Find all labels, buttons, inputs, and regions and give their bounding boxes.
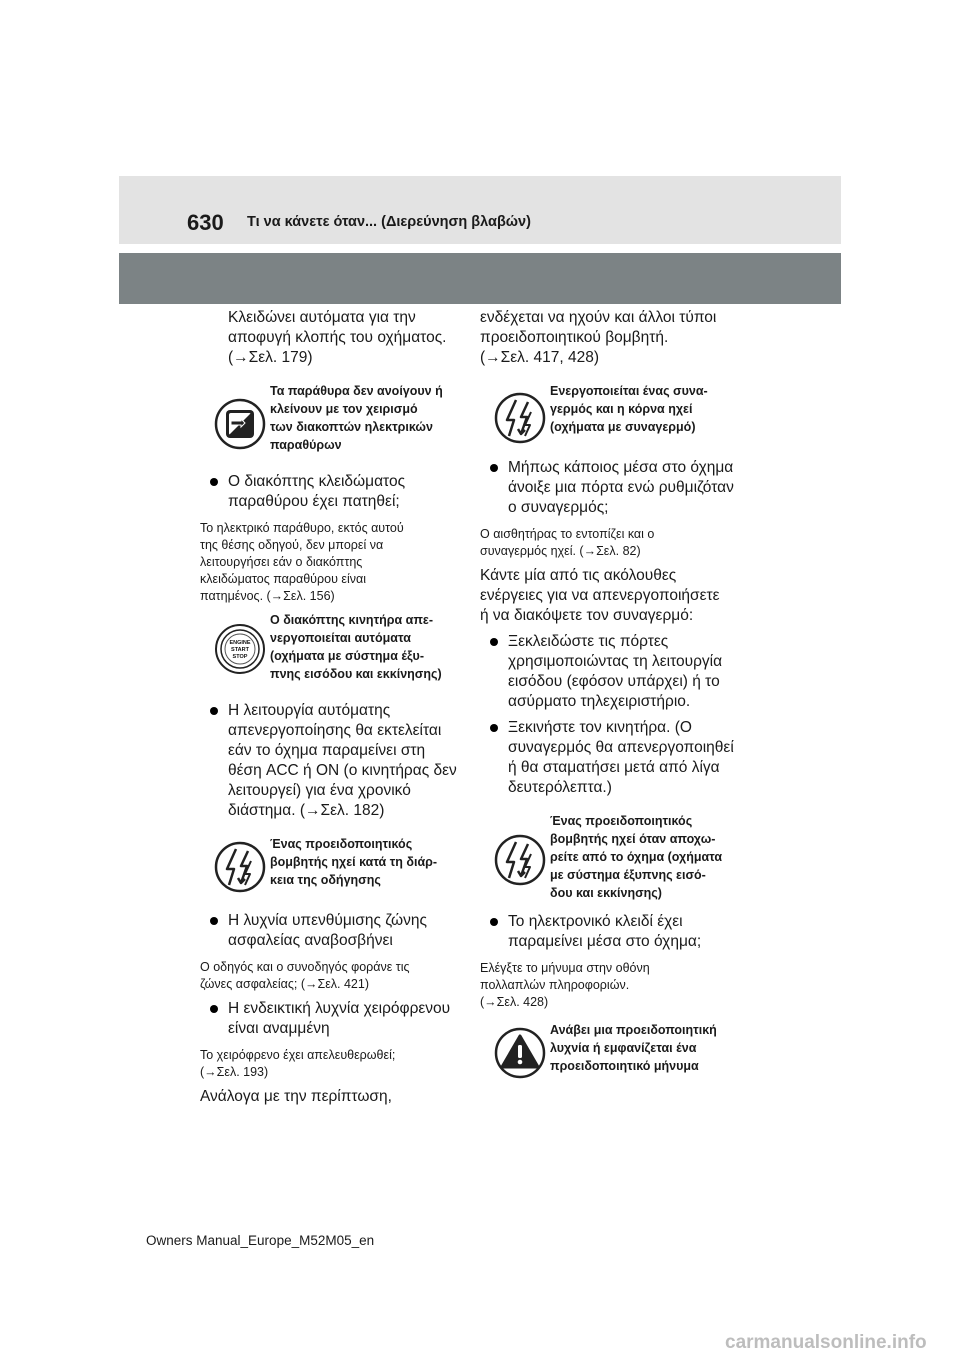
footer: Owners Manual_Europe_M52M05_en bbox=[146, 1233, 375, 1248]
paragraph bbox=[200, 308, 462, 368]
text-line: Η λειτουργία αυτόματης bbox=[228, 702, 391, 719]
bullet-text bbox=[508, 632, 742, 712]
warning-triangle-icon bbox=[494, 1027, 546, 1084]
text-line: Κάντε μία από τις ακόλουθες bbox=[480, 567, 677, 584]
text-line: συναγερμός θα απενεργοποιηθεί bbox=[508, 739, 734, 756]
left-column bbox=[200, 308, 462, 1107]
warning-heading-text bbox=[550, 382, 750, 436]
text-line: Ενεργοποιείται ένας συνα- bbox=[550, 384, 708, 398]
text-line: κεια της οδήγησης bbox=[270, 873, 381, 887]
page-number: 630 bbox=[187, 210, 224, 235]
text-line: Ο διακόπτης κινητήρα απε- bbox=[270, 613, 434, 627]
bullet-item bbox=[200, 701, 462, 821]
engine-label-text: STOP bbox=[232, 654, 248, 660]
text-line: δευτερόλεπτα.) bbox=[508, 779, 612, 796]
text-line: Το ηλεκτρονικό κλειδί έχει bbox=[508, 913, 683, 930]
warning-heading-text bbox=[270, 382, 470, 454]
text-line: συναγερμός ηχεί. (→Σελ. 82) bbox=[480, 544, 641, 558]
text-line: αποφυγή κλοπής του οχήματος. bbox=[228, 329, 447, 346]
text-line: κλειδώματος παραθύρου είναι bbox=[200, 572, 366, 586]
text-line: ζώνες ασφαλείας; (→Σελ. 421) bbox=[200, 977, 370, 991]
text-line: Ο διακόπτης κλειδώματος bbox=[228, 473, 406, 490]
engine-label-text: ENGINE bbox=[229, 640, 251, 646]
text-line: κλείνουν με τον χειρισμό bbox=[270, 402, 418, 416]
bullet-item bbox=[480, 718, 742, 798]
text-line: (οχήματα με συναγερμό) bbox=[550, 420, 696, 434]
text-line: νεργοποιείται αυτόματα bbox=[270, 631, 411, 645]
text-line: ασφαλείας αναβοσβήνει bbox=[228, 932, 393, 949]
warning-heading bbox=[200, 382, 462, 466]
window-switch-icon bbox=[214, 398, 266, 455]
warning-heading bbox=[480, 1021, 742, 1091]
text-line: προειδοποιητικό μήνυμα bbox=[550, 1059, 699, 1073]
text-line: λειτουργεί) για ένα χρονικό bbox=[228, 782, 411, 799]
text-line: (→Σελ. 179) bbox=[228, 349, 313, 366]
warning-heading-text bbox=[550, 812, 750, 902]
section-band bbox=[119, 253, 841, 304]
text-line: Ξεκλειδώστε τις πόρτες bbox=[508, 633, 669, 650]
text-line: Κλειδώνει αυτόματα για την bbox=[228, 309, 416, 326]
text-line: βομβητής ηχεί κατά τη διάρ- bbox=[270, 855, 438, 869]
buzzer-icon bbox=[494, 392, 546, 449]
text-line: πολλαπλών πληροφοριών. bbox=[480, 978, 630, 992]
bullet-text bbox=[508, 912, 742, 952]
text-line: άνοιξε μια πόρτα ενώ ρυθμιζόταν bbox=[508, 479, 734, 496]
text-line: προειδοποιητικού βομβητή. bbox=[480, 329, 669, 346]
warning-heading-text bbox=[270, 835, 470, 889]
text-line: ο συναγερμός; bbox=[508, 499, 609, 516]
bullet-text bbox=[508, 718, 742, 798]
text-line: λειτουργήσει εάν ο διακόπτης bbox=[200, 555, 363, 569]
note bbox=[200, 520, 462, 605]
bullet-item bbox=[200, 911, 462, 951]
text-line: Η ενδεικτική λυχνία χειρόφρενου bbox=[228, 1000, 451, 1017]
header-band bbox=[119, 176, 841, 244]
note bbox=[480, 526, 742, 560]
text-line: Το ηλεκτρικό παράθυρο, εκτός αυτού bbox=[200, 521, 404, 535]
text-line: Τα παράθυρα δεν ανοίγουν ή bbox=[270, 384, 443, 398]
bullet-item bbox=[480, 632, 742, 712]
text-line: της θέσης οδηγού, δεν μπορεί να bbox=[200, 538, 384, 552]
text-line: (→Σελ. 193) bbox=[200, 1065, 269, 1079]
text-line: Η λυχνία υπενθύμισης ζώνης bbox=[228, 912, 427, 929]
text-line: Ο οδηγός και ο συνοδηγός φοράνε τις bbox=[200, 960, 410, 974]
text-line: των διακοπτών ηλεκτρικών bbox=[270, 420, 433, 434]
text-line: (οχήματα με σύστημα έξυ- bbox=[270, 649, 424, 663]
note bbox=[200, 1047, 462, 1081]
text-line: Ανάβει μια προειδοποιητική bbox=[550, 1023, 717, 1037]
bullet-item bbox=[480, 458, 742, 518]
warning-heading bbox=[200, 835, 462, 907]
text-line: Το χειρόφρενο έχει απελευθερωθεί; bbox=[200, 1048, 396, 1062]
text-line: ασύρματο τηλεχειριστήριο. bbox=[508, 693, 691, 710]
text-line: διάστημα. (→Σελ. 182) bbox=[228, 802, 385, 819]
text-line: θέση ACC ή ON (ο κινητήρας δεν bbox=[228, 762, 457, 779]
warning-heading-text bbox=[270, 611, 470, 683]
text-line: με σύστημα έξυπνης εισό- bbox=[550, 868, 706, 882]
text-line: Ένας προειδοποιητικός bbox=[550, 814, 693, 828]
page-title: Τι να κάνετε όταν... (Διερεύνηση βλαβών) bbox=[247, 214, 531, 230]
text-line: είναι αναμμένη bbox=[228, 1020, 330, 1037]
bullet-dot bbox=[210, 1005, 218, 1013]
warning-heading-text bbox=[550, 1021, 750, 1075]
text-line: Ελέγξτε το μήνυμα στην οθόνη bbox=[480, 961, 650, 975]
bullet-dot bbox=[490, 464, 498, 472]
warning-heading bbox=[480, 812, 742, 910]
right-column bbox=[480, 308, 742, 1091]
watermark: carmanualsonline.info bbox=[725, 1332, 927, 1353]
text-line: παραθύρων bbox=[270, 438, 342, 452]
bullet-text bbox=[228, 701, 462, 821]
text-line: Ξεκινήστε τον κινητήρα. (Ο bbox=[508, 719, 692, 736]
text-line: Ένας προειδοποιητικός bbox=[270, 837, 413, 851]
engine-label-text: START bbox=[231, 647, 249, 653]
bullet-dot bbox=[210, 917, 218, 925]
text-line: γερμός και η κόρνα ηχεί bbox=[550, 402, 693, 416]
text-line: Μήπως κάποιος μέσα στο όχημα bbox=[508, 459, 734, 476]
paragraph bbox=[480, 566, 742, 626]
warning-heading bbox=[200, 611, 462, 695]
bullet-item bbox=[200, 472, 462, 512]
text-line: δου και εκκίνησης) bbox=[550, 886, 662, 900]
buzzer-icon bbox=[214, 841, 266, 898]
text-line: βομβητής ηχεί όταν αποχω- bbox=[550, 832, 716, 846]
text-line: πατημένος. (→Σελ. 156) bbox=[200, 589, 335, 603]
paragraph bbox=[480, 308, 742, 368]
text-line: απενεργοποίησης θα εκτελείται bbox=[228, 722, 442, 739]
note bbox=[200, 959, 462, 993]
text-line: ενδέχεται να ηχούν και άλλοι τύποι bbox=[480, 309, 717, 326]
text-line: χρησιμοποιώντας τη λειτουργία bbox=[508, 653, 723, 670]
bullet-text bbox=[228, 999, 462, 1039]
buzzer-icon bbox=[494, 834, 546, 891]
bullet-item bbox=[200, 999, 462, 1039]
engine-start-stop-icon bbox=[214, 623, 266, 680]
text-line: (→Σελ. 417, 428) bbox=[480, 349, 600, 366]
text-line: λυχνία ή εμφανίζεται ένα bbox=[550, 1041, 697, 1055]
text-line: παραμείνει μέσα στο όχημα; bbox=[508, 933, 702, 950]
text-line: παραθύρου έχει πατηθεί; bbox=[228, 493, 400, 510]
text-line: πνης εισόδου και εκκίνησης) bbox=[270, 667, 442, 681]
bullet-dot bbox=[490, 638, 498, 646]
warning-heading bbox=[480, 382, 742, 454]
text-line: ενέργειες για να απενεργοποιήσετε bbox=[480, 587, 720, 604]
bullet-item bbox=[480, 912, 742, 952]
bullet-dot bbox=[210, 478, 218, 486]
text-line: εισόδου (εφόσον υπάρχει) ή το bbox=[508, 673, 720, 690]
text-line: ή να διακόψετε τον συναγερμό: bbox=[480, 607, 694, 624]
paragraph: Ανάλογα με την περίπτωση, bbox=[200, 1088, 392, 1105]
text-line: ή θα σταματήσει μετά από λίγα bbox=[508, 759, 720, 776]
bullet-dot bbox=[490, 918, 498, 926]
bullet-dot bbox=[490, 724, 498, 732]
bullet-text bbox=[508, 458, 742, 518]
note bbox=[480, 960, 742, 1011]
text-line: ρείτε από το όχημα (οχήματα bbox=[550, 850, 723, 864]
bullet-dot bbox=[210, 707, 218, 715]
text-line: (→Σελ. 428) bbox=[480, 995, 549, 1009]
bullet-text bbox=[228, 472, 462, 512]
bullet-text bbox=[228, 911, 462, 951]
text-line: Ο αισθητήρας το εντοπίζει και ο bbox=[480, 527, 655, 541]
text-line: εάν το όχημα παραμείνει στη bbox=[228, 742, 426, 759]
